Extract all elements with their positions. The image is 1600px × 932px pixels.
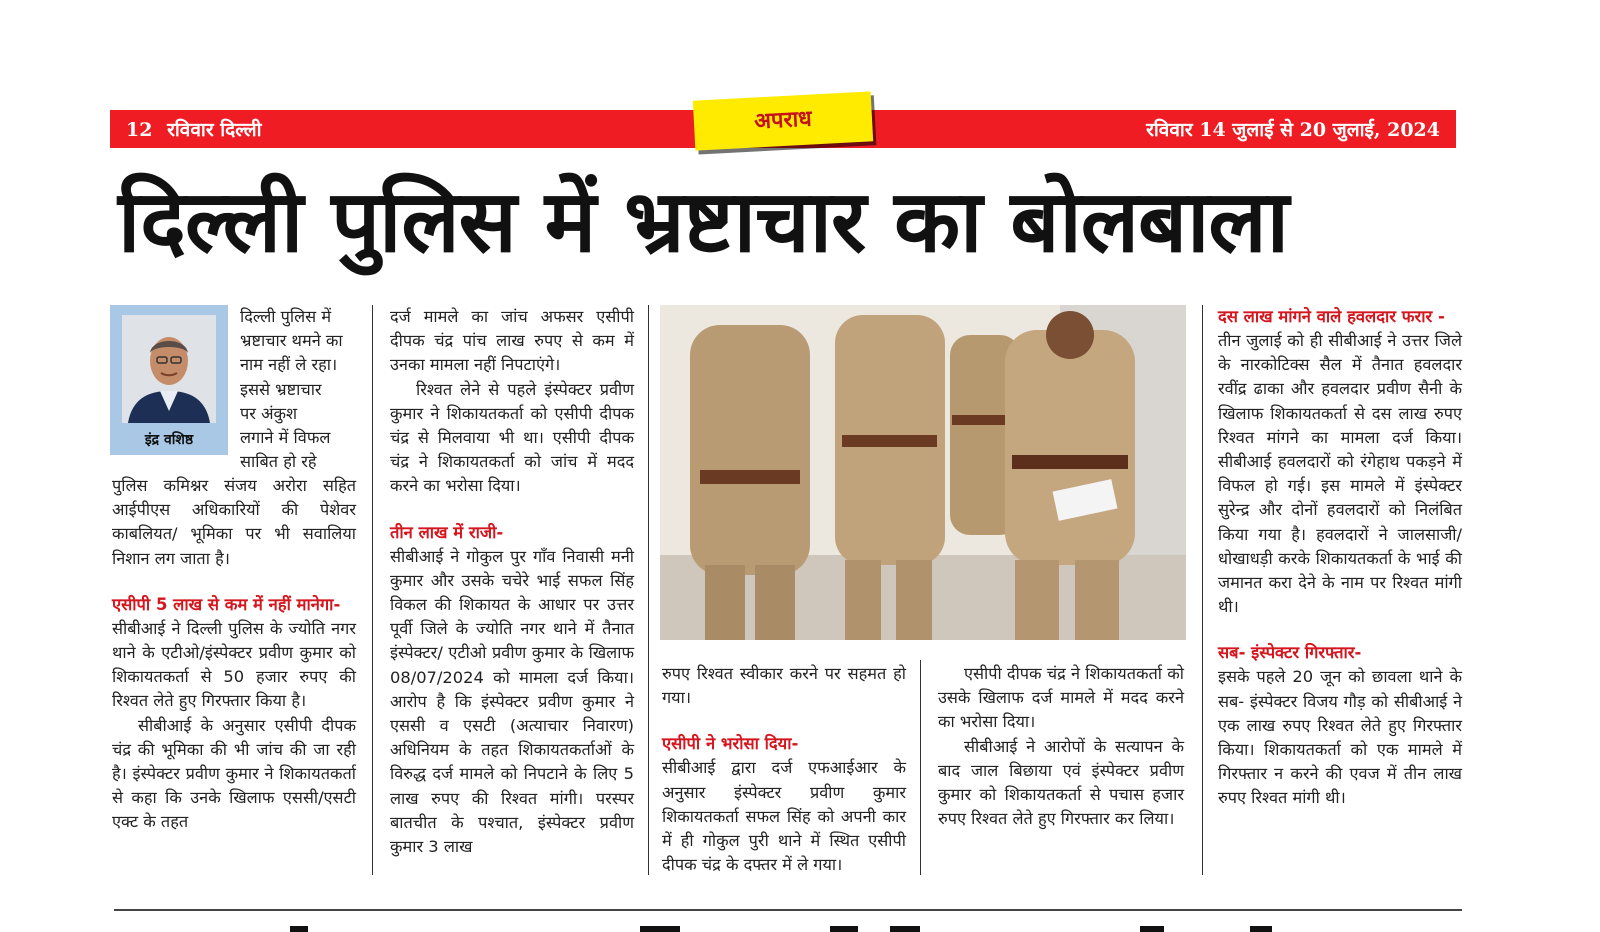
- column2: [390, 305, 634, 859]
- bottom-rule: [114, 909, 1462, 911]
- column-divider: [648, 305, 649, 875]
- subhead: तीन लाख में राजी-: [390, 522, 504, 542]
- wrap-line: नाम नहीं ले रहा।: [240, 355, 338, 375]
- column-divider: [372, 305, 373, 875]
- author-portrait: [122, 315, 216, 423]
- column5: [1218, 305, 1462, 811]
- paragraph: सीबीआई ने दिल्ली पुलिस के ज्योति नगर थाने के एटीओ/इंस्पेक्टर प्रवीण कुमार को शिकायतकर्ता से 50 हजार रुपए की रिश्वत लेते हुए गिरफ्तार किया है।: [112, 618, 356, 711]
- intro-text: पुलिस कमिश्नर संजय अरोरा सहित आईपीएस अधिकारियों की पेशेवर काबलियत/ भूमिका पर भी सवालिया निशान लग जाता है।: [112, 476, 356, 568]
- column4: [938, 662, 1184, 831]
- paragraph: एसीपी दीपक चंद्र ने शिकायतकर्ता को उसके खिलाफ दर्ज मामले में मदद करने का भरोसा दिया।: [938, 664, 1184, 732]
- wrap-line: भ्रष्टाचार थमने का: [240, 331, 343, 351]
- header-left: [126, 116, 262, 142]
- subhead: एसीपी 5 लाख से कम में नहीं मानेगा-: [112, 594, 341, 614]
- paragraph: रिश्वत लेने से पहले इंस्पेक्टर प्रवीण कुमार ने शिकायतकर्ता को एसीपी दीपक चंद्र से मिलवाया भी था। एसीपी दीपक चंद्र ने शिकायतकर्ता को जांच में मदद करने का भरोसा दिया।: [390, 379, 634, 496]
- paragraph: तीन जुलाई को ही सीबीआई ने उत्तर जिले के नारकोटिक्स सैल में तैनात हवलदार रवींद्र ढाका और हवलदार प्रवीण सैनी के खिलाफ शिकायतकर्ता से दस लाख रुपए रिश्वत मांगने का मामला दर्ज किया। सीबीआई हवलदारों को रंगेहाथ पकड़ने में विफल हो गई। इस मामले में इंस्पेक्टर सुरेन्द्र और दोनों हवलदारों को निलंबित किया गया है। हवलदारों ने जालसाजी/धोखाधड़ी करके शिकायतकर्ता के भाई की जमानत करा देने के नाम पर रिश्वत मांगी थी।: [1218, 331, 1462, 617]
- paragraph: दर्ज मामले का जांच अफसर एसीपी दीपक चंद्र पांच लाख रुपए से कम में उनका मामला नहीं निपटाएंगे।: [390, 307, 634, 375]
- column3: [662, 662, 906, 877]
- paragraph: इसके पहले 20 जून को छावला थाने के सब- इंस्पेक्टर विजय गौड़ को सीबीआई ने एक लाख रुपए रिश्वत लेते हुए गिरफ्तार किया। शिकायतकर्ता को एक मामले में गिरफ्तार न करने की एवज में तीन लाख रुपए रिश्वत मांगी थी।: [1218, 667, 1462, 808]
- paragraph: सीबीआई ने आरोपों के सत्यापन के बाद जाल बिछाया एवं इंस्पेक्टर प्रवीण कुमार को शिकायतकर्ता से पचास हजार रुपए रिश्वत लेते हुए गिरफ्तार कर लिया।: [938, 736, 1184, 829]
- wrap-line: लगाने में विफल: [240, 428, 331, 448]
- police-officers-photo: [660, 305, 1186, 640]
- paragraph: सीबीआई के अनुसार एसीपी दीपक चंद्र की भूमिका की भी जांच की जा रही है। इंस्पेक्टर प्रवीण कुमार ने शिकायतकर्ता से कहा कि उनके खिलाफ एससी/एसटी एक्ट के तहत: [112, 715, 356, 832]
- paragraph: सीबीआई द्वारा दर्ज एफआईआर के अनुसार इंस्पेक्टर प्रवीण कुमार शिकायतकर्ता सफल सिंह को अपनी कार में ही गोकुल पुरी थाने में स्थित एसीपी दीपक चंद्र के दफ्तर में ले गया।: [662, 758, 906, 875]
- page-headline: दिल्ली पुलिस में भ्रष्टाचार का बोलबाला: [118, 172, 1288, 272]
- cropped-next-headline: [290, 922, 1290, 932]
- section-tag: अपराध: [693, 91, 873, 150]
- column1: [112, 474, 356, 835]
- page-number: 12: [126, 119, 153, 141]
- wrap-line: साबित हो रहे: [240, 452, 317, 472]
- paragraph: सीबीआई ने गोकुल पुर गाँव निवासी मनी कुमार और उसके चचेरे भाई सफल सिंह विकल की शिकायत के आधार पर उत्तर पूर्वी जिले के ज्योति नगर थाने में तैनात इंस्पेक्टर/ एटीओ प्रवीण कुमार के खिलाफ 08/07/2024 को मामला दर्ज किया।आरोप है कि इंस्पेक्टर प्रवीण कुमार ने एससी व एसटी (अत्याचार निवारण) अधिनियम के तहत शिकायतकर्ताओं के विरुद्ध दर्ज मामले को निपटाने के लिए 5 लाख रुपए की रिश्वत मांगी। परस्पर बातचीत के पश्चात, इंस्पेक्टर प्रवीण कुमार 3 लाख: [390, 546, 634, 857]
- subhead: दस लाख मांगने वाले हवलदार फरार -: [1218, 307, 1445, 326]
- wrap-line: दिल्ली पुलिस में: [240, 307, 332, 326]
- paragraph: रुपए रिश्वत स्वीकार करने पर सहमत हो गया।: [662, 664, 906, 708]
- wrap-line: इससे भ्रष्टाचार: [240, 379, 322, 399]
- dateline: रविवार 14 जुलाई से 20 जुलाई, 2024: [1146, 119, 1440, 141]
- subhead: एसीपी ने भरोसा दिया-: [662, 734, 799, 754]
- author-caption: इंद्र वशिष्ठ: [144, 432, 194, 448]
- wrap-line: पर अंकुश: [240, 403, 298, 423]
- column1-wrap: [240, 305, 356, 474]
- publication-name: रविवार दिल्ली: [167, 119, 262, 141]
- column-divider: [1202, 305, 1203, 875]
- column-divider: [920, 660, 921, 875]
- subhead: सब- इंस्पेक्टर गिरफ्तार-: [1218, 643, 1362, 663]
